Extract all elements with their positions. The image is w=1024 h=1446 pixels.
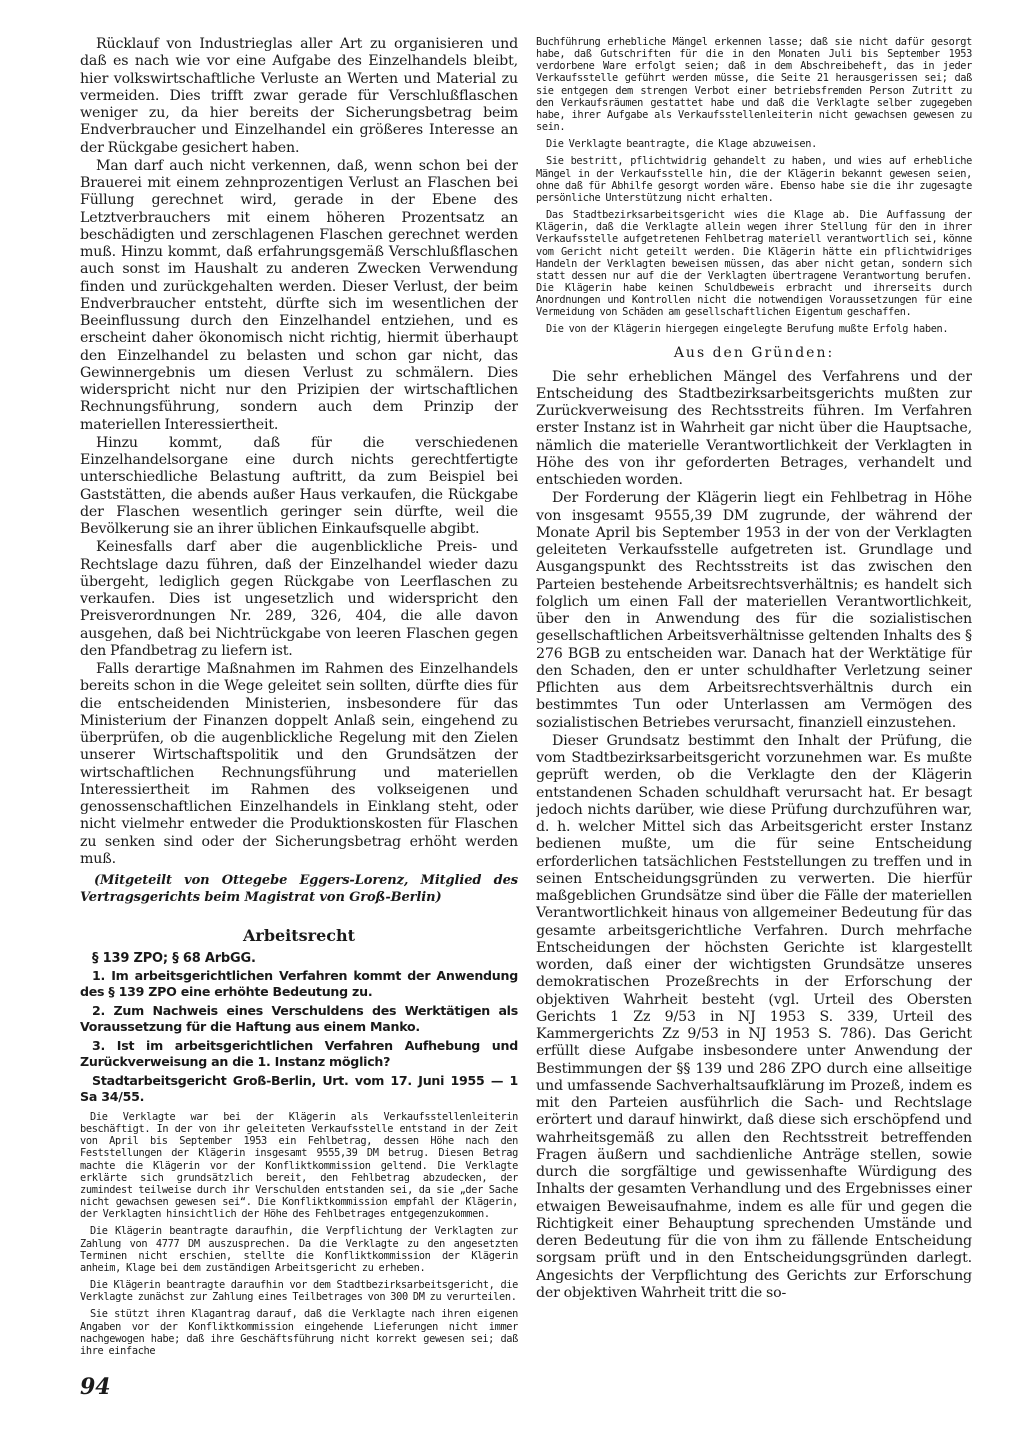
body-paragraph: Keinesfalls darf aber die augenblickliche Preis- und Rechtslage dazu führen, daß der Einzelhandel wieder dazu übergeht, lediglich gegen Rückgabe von Leerflaschen zu verkaufen. Dies ist ungesetzlich und widerspricht den Preisverordnungen Nr. 289, 326, 404, die alle davon ausgehen, daß bei Nichtrückgabe von leeren Flaschen gegen den Pfandbetrag zu liefern ist. <box>80 539 518 659</box>
statute-reference: § 139 ZPO; § 68 ArbGG. <box>92 951 256 966</box>
grounds-heading: Aus den Gründen: <box>673 344 835 361</box>
author-note: (Mitgeteilt von Ottegebe Eggers-Lorenz, Mitglied des Vertragsgerichts beim Magistrat von Groß-Berlin) <box>80 873 518 905</box>
right-column <box>536 36 972 1356</box>
facts-paragraph-continued: Buchführung erhebliche Mängel erkennen lasse; daß sie nicht dafür gesorgt habe, daß Gutschriften für die in den Monaten Juli bis September 1953 verdorbene Ware erfolgt seien; daß in dem Abschreibeheft, das in jeder Verkaufsstelle geführt werden müsse, die Seite 21 herausgerissen sei; daß sie entgegen dem strengen Verbot einer betriebsfremden Person Zutritt zu den Verkaufsräumen gestattet habe und daß die Verklagte selber zugegeben habe, ihrer Aufgabe als Verkaufsstellenleiterin nicht gewachsen gewesen zu sein. <box>536 36 972 134</box>
facts-paragraph: Sie stützt ihren Klagantrag darauf, daß die Verklagte nach ihren eigenen Angaben vor der Konfliktkommission eingehende Lieferungen nicht immer nachgewogen habe; daß ihre Geschäftsführung nicht korrekt gewesen sei; daß ihre einfache <box>80 1308 518 1356</box>
body-paragraph: Die sehr erheblichen Mängel des Verfahrens und der Entscheidung des Stadtbezirksarbeitsgerichts mußten zur Zurückverweisung des Rechtsstreits führen. Im Verfahren erster Instanz ist in Wahrheit gar nicht über die Hauptsache, nämlich die materielle Verantwortlichkeit der Verklagten in Höhe des von ihr geforderten Betrages, verhandelt und entschieden worden. <box>536 368 972 489</box>
page-number: 94 <box>80 1374 111 1400</box>
body-paragraph: Rücklauf von Industrieglas aller Art zu organisieren und daß es nach wie vor eine Aufgabe des Einzelhandels bleibt, hier volkswirtschaftliche Verluste an Werten und Material zu vermeiden. Dies trifft zwar gerade für Verschlußflaschen weniger zu, da hier bereits der Sicherungsbetrag beim Endverbraucher und Einzelhandel ein größeres Interesse an der Rückgabe gesichert haben. <box>80 36 518 156</box>
headnote: 1. Im arbeitsgerichtlichen Verfahren kommt der Anwendung des § 139 ZPO eine erhöhte Bedeutung zu. <box>80 968 518 999</box>
body-paragraph: Dieser Grundsatz bestimmt den Inhalt der Prüfung, die vom Stadtbezirksarbeitsgericht vorzunehmen war. Es mußte geprüft werden, ob die Verklagte den der Klägerin entstandenen Schaden schuldhaft verursacht hat. Er besagt jedoch nichts darüber, wie diese Prüfung durchzuführen war, d. h. welcher Mittel sich das Arbeitsgericht erster Instanz bedienen mußte, um die für seine Entscheidung erforderlichen tatsächlichen Feststellungen zu treffen und in seinen Entscheidungsgründen zu verwerten. Die hierfür maßgeblichen Grundsätze sind über die Fälle der materiellen Verantwortlichkeit hinaus von allgemeiner Bedeutung für das gesamte arbeitsgerichtliche Verfahren. Durch mehrfache Entscheidungen der höchsten Gerichte ist klargestellt worden, daß einer der wichtigsten Grundsätze unseres demokratischen Prozeßrechts in der Erforschung der objektiven Wahrheit besteht (vgl. Urteil des Obersten Gerichts 1 Zz 9/53 in NJ 1953 S. 339, Urteil des Kammergerichts Zz 9/53 in NJ 1953 S. 786). Das Gericht erfüllt diese Aufgabe insbesondere unter Anwendung der Bestimmungen der §§ 139 und 286 ZPO durch eine allseitige und umfassende Sachverhaltsaufklärung im Prozeß, indem es mit den Parteien ausführlich die Sach- und Rechtslage erörtert und darauf hinwirkt, daß diese sich erschöpfend und wahrheitsgemäß zu allen den Rechtsstreit betreffenden Fragen äußern und sachdienliche Anträge stellen, sowie durch die sorgfältige und gewissenhafte Würdigung des Inhalts der gesamten Verhandlung und des Ergebnisses einer etwaigen Beweisaufnahme, indem es alle für und gegen die Richtigkeit einer Behauptung sprechenden Umstände und deren Bedeutung für die von ihm zu fällende Entscheidung sorgsam prüft und in den Entscheidungsgründen darlegt. Angesichts der Verpflichtung des Gerichts zur Erforschung der objektiven Wahrheit tritt die so- <box>536 732 972 1301</box>
body-paragraph: Man darf auch nicht verkennen, daß, wenn schon bei der Brauerei mit einem zehnprozentigen Verlust an Flaschen bei Füllung gerechnet wird, gerade in der Ebene des Letztverbrauchers mit einem höheren Prozentsatz an beschädigten und zerschlagenen Flaschen gerechnet werden muß. Hinzu kommt, daß erfahrungsgemäß Verschlußflaschen auch sonst im Haushalt zu anderen Zwecken Verwendung finden und zurückgehalten werden. Dieser Verlust, der beim Endverbraucher entsteht, dürfte sich im wesentlichen der Beeinflussung durch den Einzelhandel entziehen, und es erscheint daher ökonomisch nicht richtig, hiermit überhaupt den Einzelhandel zu belasten und schon gar nicht, das Gewinnergebnis um diesen Verlust zu schmälern. Dies widerspricht nicht nur den Prizipien der wirtschaftlichen Rechnungsführung, sondern auch dem Prinzip der materiellen Interessiertheit. <box>80 157 518 433</box>
facts-paragraph: Das Stadtbezirksarbeitsgericht wies die Klage ab. Die Auffassung der Klägerin, daß die Verklagte allein wegen ihrer Stellung für den in ihrer Verkaufsstelle aufgetretenen Fehlbetrag materiell verantwortlich sei, könne vom Gericht nicht geteilt werden. Die Klägerin hätte ein pflichtwidriges Handeln der Verklagten beweisen müssen, das aber nicht getan, sondern sich statt dessen nur auf die der Verklagten übertragene Verantwortung berufen. Die Klägerin habe keinen Schuldbeweis erbracht und ihrerseits durch Anordnungen und Kontrollen nicht die notwendigen Voraussetzungen für eine Vermeidung von Schäden am gesellschaftlichen Eigentum geschaffen. <box>536 209 972 319</box>
headnote: 3. Ist im arbeitsgerichtlichen Verfahren Aufhebung und Zurückverweisung an die 1. Instanz möglich? <box>80 1038 518 1069</box>
facts-paragraph: Die Verklagte beantragte, die Klage abzuweisen. <box>546 138 817 151</box>
section-heading: Arbeitsrecht <box>242 926 356 945</box>
court-citation: Stadtarbeitsgericht Groß-Berlin, Urt. vom 17. Juni 1955 — 1 Sa 34/55. <box>80 1073 518 1104</box>
facts-paragraph: Sie bestritt, pflichtwidrig gehandelt zu haben, und wies auf erhebliche Mängel in der Verkaufsstelle hin, die der Klägerin bekannt gewesen seien, ohne daß für Abhilfe gesorgt worden wäre. Ebenso habe sie die ihr zugesagte persönliche Unterstützung nicht erhalten. <box>536 155 972 204</box>
facts-paragraph: Die von der Klägerin hiergegen eingelegte Berufung mußte Erfolg haben. <box>546 323 949 336</box>
body-paragraph: Hinzu kommt, daß für die verschiedenen Einzelhandelsorgane eine durch nichts gerechtfertigte unterschiedliche Belastung auftritt, da zum Beispiel bei Gaststätten, die abends außer Haus verkaufen, die Rückgabe der Flaschen wesentlich geringer sein dürfte, weil die Bevölkerung sie an ihrer üblichen Einkaufsquelle abgibt. <box>80 434 518 537</box>
body-paragraph: Der Forderung der Klägerin liegt ein Fehlbetrag in Höhe von insgesamt 9555,39 DM zugrunde, der während der Monate April bis September 1953 in der von der Verklagten geleiteten Verkaufsstelle aufgetreten ist. Grundlage und Ausgangspunkt des Rechtsstreits ist das zwischen den Parteien bestehende Arbeitsrechtsverhältnis; es handelt sich folglich um einen Fall der materiellen Verantwortlichkeit, über den in Anwendung des für die sozialistischen gesellschaftlichen Arbeitsverhältnisse geltenden Inhalts des § 276 BGB zu entscheiden war. Danach hat der Werktätige für den Schaden, den er unter schuldhafter Verletzung seiner Pflichten aus dem Arbeitsrechtsverhältnis durch ein bestimmtes Tun oder Unterlassen am Vermögen des sozialistischen Betriebes verursacht, finanziell einzustehen. <box>536 490 972 731</box>
facts-paragraph: Die Verklagte war bei der Klägerin als Verkaufsstellenleiterin beschäftigt. In der von ihr geleiteten Verkaufsstelle entstand in der Zeit von April bis September 1953 ein Fehlbetrag, dessen Höhe nach den Feststellungen der Klägerin insgesamt 9555,39 DM betrug. Diesen Betrag machte die Klägerin vor der Konfliktkommission geltend. Die Verklagte erklärte sich grundsätzlich bereit, den Fehlbetrag abzudecken, der zumindest teilweise durch ihr Verschulden entstanden sei, da sie „der Sache nicht gewachsen gewesen sei“. Die Konfliktkommission empfahl der Klägerin, der Verklagten hinsichtlich der Höhe des Fehlbetrages entgegenzukommen. <box>80 1111 518 1221</box>
facts-paragraph: Die Klägerin beantragte daraufhin, die Verpflichtung der Verklagten zur Zahlung von 4777 DM auszusprechen. Da die Verklagte zu den angesetzten Terminen nicht erschien, stellte die Konfliktkommission der Klägerin anheim, Klage bei dem zuständigen Arbeitsgericht zu erheben. <box>80 1225 518 1274</box>
body-paragraph: Falls derartige Maßnahmen im Rahmen des Einzelhandels bereits schon in die Wege geleitet sein sollten, dürfte dies für die entscheidenden Ministerien, insbesondere für das Ministerium der Finanzen doppelt Anlaß sein, eingehend zu überprüfen, ob die augenblickliche Regelung mit den Zielen unserer Wirtschaftspolitik und den Grundsätzen der wirtschaftlichen Rechnungsführung und materiellen Interessiertheit im Rahmen des volkseigenen und genossenschaftlichen Einzelhandels in Einklang steht, oder nicht vielmehr entweder die Produktionskosten für Flaschen zu senken sind oder der Sicherungsbetrag erhöht werden muß. <box>80 661 518 867</box>
left-column <box>80 36 518 1356</box>
headnote: 2. Zum Nachweis eines Verschuldens des Werktätigen als Voraussetzung für die Haftung aus einem Manko. <box>80 1003 518 1034</box>
facts-paragraph: Die Klägerin beantragte daraufhin vor dem Stadtbezirksarbeitsgericht, die Verklagte zunächst zur Zahlung eines Teilbetrages von 300 DM zu verurteilen. <box>80 1279 518 1304</box>
